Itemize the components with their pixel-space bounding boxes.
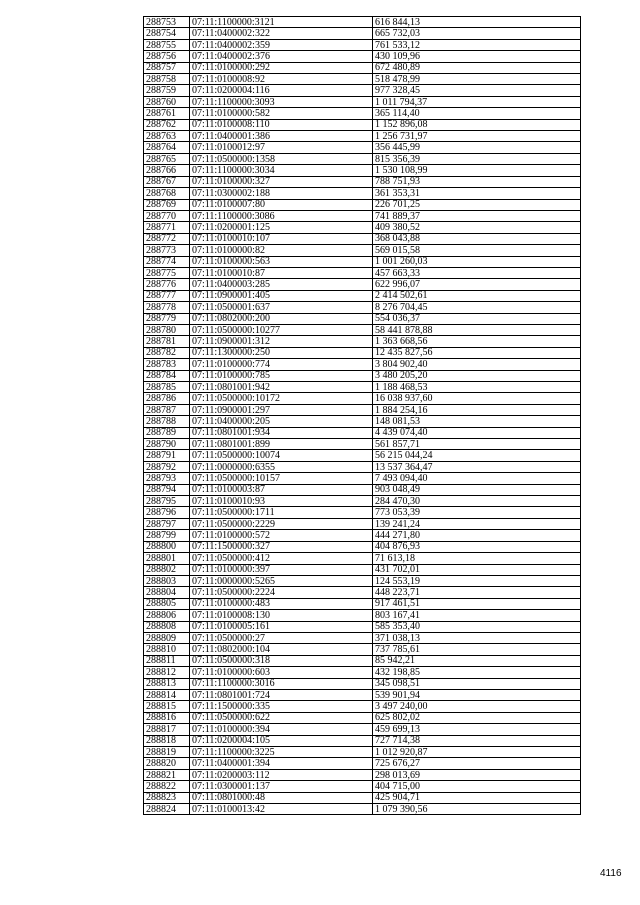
cadastral-number-cell: 07:11:1100000:3093 [190,96,373,107]
value-cell: 71 613,18 [373,553,581,564]
row-number-cell: 288787 [144,404,190,415]
cadastral-number-cell: 07:11:0100010:87 [190,267,373,278]
table-row [144,108,581,119]
row-number-cell: 288784 [144,370,190,381]
table-row [144,518,581,529]
value-cell: 12 435 827,56 [373,347,581,358]
cadastral-number-cell: 07:11:0500000:1711 [190,507,373,518]
row-number-cell: 288781 [144,336,190,347]
table-row [144,701,581,712]
cadastral-number-cell: 07:11:0500000:2224 [190,587,373,598]
table-row [144,689,581,700]
table-row [144,51,581,62]
row-number-cell: 288780 [144,324,190,335]
row-number-cell: 288789 [144,427,190,438]
value-cell: 4 439 074,40 [373,427,581,438]
value-cell: 3 804 902,40 [373,359,581,370]
cadastral-number-cell: 07:11:0100000:327 [190,176,373,187]
cadastral-number-cell: 07:11:0100003:87 [190,484,373,495]
value-cell: 85 942,21 [373,655,581,666]
value-cell: 139 241,24 [373,518,581,529]
row-number-cell: 288771 [144,222,190,233]
value-cell: 518 478,99 [373,74,581,85]
row-number-cell: 288782 [144,347,190,358]
value-cell: 404 876,93 [373,541,581,552]
row-number-cell: 288754 [144,28,190,39]
table-row [144,96,581,107]
cadastral-number-cell: 07:11:1100000:3034 [190,165,373,176]
row-number-cell: 288776 [144,279,190,290]
cadastral-number-cell: 07:11:0300002:188 [190,188,373,199]
table-row [144,359,581,370]
value-cell: 788 751,93 [373,176,581,187]
row-number-cell: 288822 [144,781,190,792]
cadastral-value-table [143,16,581,815]
value-cell: 1 884 254,16 [373,404,581,415]
table-row [144,382,581,393]
value-cell: 457 663,33 [373,267,581,278]
row-number-cell: 288764 [144,142,190,153]
cadastral-number-cell: 07:11:0500000:622 [190,712,373,723]
table-row [144,747,581,758]
value-cell: 16 038 937,60 [373,393,581,404]
row-number-cell: 288795 [144,496,190,507]
value-cell: 365 114,40 [373,108,581,119]
value-cell: 404 715,00 [373,781,581,792]
table-row [144,188,581,199]
value-cell: 665 732,03 [373,28,581,39]
value-cell: 585 353,40 [373,621,581,632]
value-cell: 58 441 878,88 [373,324,581,335]
value-cell: 3 480 205,20 [373,370,581,381]
table-row [144,564,581,575]
table-row [144,131,581,142]
cadastral-number-cell: 07:11:0801001:934 [190,427,373,438]
table-row [144,667,581,678]
table-row [144,313,581,324]
cadastral-number-cell: 07:11:0100010:107 [190,233,373,244]
cadastral-number-cell: 07:11:0100000:394 [190,724,373,735]
table-row [144,724,581,735]
row-number-cell: 288772 [144,233,190,244]
cadastral-number-cell: 07:11:1100000:3086 [190,210,373,221]
cadastral-number-cell: 07:11:0802000:104 [190,644,373,655]
cadastral-number-cell: 07:11:0801000:48 [190,792,373,803]
table-row [144,735,581,746]
cadastral-number-cell: 07:11:0000000:5265 [190,575,373,586]
row-number-cell: 288809 [144,632,190,643]
value-cell: 554 036,37 [373,313,581,324]
row-number-cell: 288796 [144,507,190,518]
cadastral-number-cell: 07:11:0100008:92 [190,74,373,85]
value-cell: 815 356,39 [373,153,581,164]
cadastral-number-cell: 07:11:0500000:318 [190,655,373,666]
value-cell: 761 533,12 [373,39,581,50]
value-cell: 13 537 364,47 [373,461,581,472]
value-cell: 284 470,30 [373,496,581,507]
table-row [144,347,581,358]
cadastral-number-cell: 07:11:0100000:292 [190,62,373,73]
value-cell: 345 098,51 [373,678,581,689]
value-cell: 361 353,31 [373,188,581,199]
table-row [144,199,581,210]
cadastral-number-cell: 07:11:0100000:483 [190,598,373,609]
cadastral-number-cell: 07:11:0100007:80 [190,199,373,210]
table-row [144,176,581,187]
value-cell: 448 223,71 [373,587,581,598]
table-row [144,85,581,96]
value-cell: 1 012 920,87 [373,747,581,758]
cadastral-number-cell: 07:11:0100005:161 [190,621,373,632]
cadastral-number-cell: 07:11:0500000:10277 [190,324,373,335]
value-cell: 56 215 044,24 [373,450,581,461]
row-number-cell: 288760 [144,96,190,107]
row-number-cell: 288788 [144,416,190,427]
value-cell: 431 702,01 [373,564,581,575]
row-number-cell: 288793 [144,473,190,484]
table-row [144,473,581,484]
cadastral-number-cell: 07:11:0802000:200 [190,313,373,324]
table-row [144,792,581,803]
row-number-cell: 288755 [144,39,190,50]
row-number-cell: 288773 [144,245,190,256]
value-cell: 371 038,13 [373,632,581,643]
cadastral-number-cell: 07:11:0100000:774 [190,359,373,370]
table-row [144,781,581,792]
cadastral-number-cell: 07:11:1500000:335 [190,701,373,712]
table-row [144,74,581,85]
table-row [144,119,581,130]
table-row [144,17,581,28]
table-body [144,17,581,815]
table-row [144,427,581,438]
table-row [144,233,581,244]
cadastral-number-cell: 07:11:0801001:724 [190,689,373,700]
value-cell: 3 497 240,00 [373,701,581,712]
table-row [144,655,581,666]
cadastral-number-cell: 07:11:0100000:563 [190,256,373,267]
row-number-cell: 288818 [144,735,190,746]
row-number-cell: 288802 [144,564,190,575]
row-number-cell: 288767 [144,176,190,187]
row-number-cell: 288799 [144,530,190,541]
cadastral-number-cell: 07:11:1300000:250 [190,347,373,358]
row-number-cell: 288790 [144,439,190,450]
table-row [144,621,581,632]
value-cell: 7 493 094,40 [373,473,581,484]
cadastral-number-cell: 07:11:0100012:97 [190,142,373,153]
cadastral-number-cell: 07:11:0801001:899 [190,439,373,450]
table-row [144,712,581,723]
table-row [144,370,581,381]
value-cell: 1 363 668,56 [373,336,581,347]
value-cell: 148 081,53 [373,416,581,427]
row-number-cell: 288777 [144,290,190,301]
row-number-cell: 288759 [144,85,190,96]
value-cell: 425 904,71 [373,792,581,803]
row-number-cell: 288819 [144,747,190,758]
row-number-cell: 288797 [144,518,190,529]
value-cell: 741 889,37 [373,210,581,221]
table-row [144,439,581,450]
value-cell: 8 276 704,45 [373,302,581,313]
table-row [144,484,581,495]
table-row [144,769,581,780]
row-number-cell: 288817 [144,724,190,735]
cadastral-number-cell: 07:11:0200004:105 [190,735,373,746]
cadastral-number-cell: 07:11:0400001:394 [190,758,373,769]
value-cell: 539 901,94 [373,689,581,700]
value-cell: 622 996,07 [373,279,581,290]
cadastral-number-cell: 07:11:0500000:10172 [190,393,373,404]
table-row [144,496,581,507]
table-row [144,210,581,221]
value-cell: 409 380,52 [373,222,581,233]
row-number-cell: 288823 [144,792,190,803]
row-number-cell: 288808 [144,621,190,632]
row-number-cell: 288756 [144,51,190,62]
cadastral-number-cell: 07:11:0500000:27 [190,632,373,643]
value-cell: 1 079 390,56 [373,804,581,815]
row-number-cell: 288803 [144,575,190,586]
row-number-cell: 288774 [144,256,190,267]
table-row [144,28,581,39]
row-number-cell: 288768 [144,188,190,199]
table-row [144,644,581,655]
value-cell: 356 445,99 [373,142,581,153]
table-row [144,541,581,552]
table-row [144,393,581,404]
table-row [144,324,581,335]
value-cell: 1 530 108,99 [373,165,581,176]
cadastral-number-cell: 07:11:0100000:603 [190,667,373,678]
row-number-cell: 288820 [144,758,190,769]
cadastral-number-cell: 07:11:0500000:1358 [190,153,373,164]
value-cell: 672 480,89 [373,62,581,73]
value-cell: 1 001 260,03 [373,256,581,267]
row-number-cell: 288786 [144,393,190,404]
table-row [144,632,581,643]
cadastral-number-cell: 07:11:0400003:285 [190,279,373,290]
cadastral-number-cell: 07:11:0100000:572 [190,530,373,541]
cadastral-number-cell: 07:11:0801001:942 [190,382,373,393]
table-row [144,587,581,598]
table-row [144,256,581,267]
cadastral-number-cell: 07:11:0400002:322 [190,28,373,39]
row-number-cell: 288811 [144,655,190,666]
cadastral-number-cell: 07:11:0900001:312 [190,336,373,347]
page-number: 4116 [600,868,622,879]
cadastral-number-cell: 07:11:1500000:327 [190,541,373,552]
cadastral-number-cell: 07:11:1100000:3121 [190,17,373,28]
table-row [144,404,581,415]
cadastral-number-cell: 07:11:1100000:3225 [190,747,373,758]
table-row [144,142,581,153]
table-row [144,575,581,586]
value-cell: 444 271,80 [373,530,581,541]
cadastral-number-cell: 07:11:0400002:376 [190,51,373,62]
value-cell: 625 802,02 [373,712,581,723]
value-cell: 903 048,49 [373,484,581,495]
value-cell: 616 844,13 [373,17,581,28]
value-cell: 569 015,58 [373,245,581,256]
row-number-cell: 288758 [144,74,190,85]
row-number-cell: 288824 [144,804,190,815]
value-cell: 368 043,88 [373,233,581,244]
table-row [144,279,581,290]
row-number-cell: 288801 [144,553,190,564]
cadastral-number-cell: 07:11:0000000:6355 [190,461,373,472]
table-row [144,416,581,427]
value-cell: 226 701,25 [373,199,581,210]
value-cell: 917 461,51 [373,598,581,609]
cadastral-number-cell: 07:11:0300001:137 [190,781,373,792]
table-row [144,678,581,689]
row-number-cell: 288812 [144,667,190,678]
cadastral-number-cell: 07:11:0100008:130 [190,610,373,621]
table-row [144,222,581,233]
row-number-cell: 288763 [144,131,190,142]
value-cell: 298 013,69 [373,769,581,780]
row-number-cell: 288761 [144,108,190,119]
cadastral-number-cell: 07:11:0500000:10074 [190,450,373,461]
value-cell: 459 699,13 [373,724,581,735]
value-cell: 1 188 468,53 [373,382,581,393]
cadastral-number-cell: 07:11:0100010:93 [190,496,373,507]
cadastral-number-cell: 07:11:0100000:397 [190,564,373,575]
table-row [144,290,581,301]
row-number-cell: 288804 [144,587,190,598]
table-row [144,598,581,609]
table-row [144,302,581,313]
row-number-cell: 288813 [144,678,190,689]
row-number-cell: 288806 [144,610,190,621]
table-row [144,530,581,541]
row-number-cell: 288785 [144,382,190,393]
table-row [144,553,581,564]
value-cell: 2 414 502,61 [373,290,581,301]
table-row [144,153,581,164]
table-row [144,165,581,176]
row-number-cell: 288765 [144,153,190,164]
cadastral-number-cell: 07:11:0400001:386 [190,131,373,142]
cadastral-number-cell: 07:11:0100000:785 [190,370,373,381]
value-cell: 1 256 731,97 [373,131,581,142]
cadastral-number-cell: 07:11:0900001:297 [190,404,373,415]
row-number-cell: 288757 [144,62,190,73]
row-number-cell: 288821 [144,769,190,780]
row-number-cell: 288783 [144,359,190,370]
cadastral-number-cell: 07:11:0100000:82 [190,245,373,256]
value-cell: 561 857,71 [373,439,581,450]
cadastral-number-cell: 07:11:0200001:125 [190,222,373,233]
row-number-cell: 288810 [144,644,190,655]
row-number-cell: 288775 [144,267,190,278]
value-cell: 430 109,96 [373,51,581,62]
table-row [144,450,581,461]
value-cell: 1 011 794,37 [373,96,581,107]
cadastral-number-cell: 07:11:0500000:412 [190,553,373,564]
value-cell: 727 714,38 [373,735,581,746]
cadastral-number-cell: 07:11:0100008:110 [190,119,373,130]
table-row [144,758,581,769]
value-cell: 977 328,45 [373,85,581,96]
value-cell: 737 785,61 [373,644,581,655]
row-number-cell: 288814 [144,689,190,700]
cadastral-number-cell: 07:11:0200003:112 [190,769,373,780]
row-number-cell: 288816 [144,712,190,723]
table-row [144,267,581,278]
table-row [144,610,581,621]
value-cell: 803 167,41 [373,610,581,621]
row-number-cell: 288762 [144,119,190,130]
cadastral-number-cell: 07:11:0900001:405 [190,290,373,301]
cadastral-number-cell: 07:11:0100000:582 [190,108,373,119]
row-number-cell: 288770 [144,210,190,221]
row-number-cell: 288766 [144,165,190,176]
value-cell: 432 198,85 [373,667,581,678]
cadastral-number-cell: 07:11:0400002:359 [190,39,373,50]
table-row [144,62,581,73]
cadastral-number-cell: 07:11:1100000:3016 [190,678,373,689]
value-cell: 124 553,19 [373,575,581,586]
row-number-cell: 288794 [144,484,190,495]
row-number-cell: 288800 [144,541,190,552]
row-number-cell: 288791 [144,450,190,461]
table-row [144,39,581,50]
table-row [144,461,581,472]
cadastral-number-cell: 07:11:0100013:42 [190,804,373,815]
table-row [144,804,581,815]
value-cell: 1 152 896,08 [373,119,581,130]
value-cell: 773 053,39 [373,507,581,518]
table-row [144,245,581,256]
row-number-cell: 288805 [144,598,190,609]
row-number-cell: 288815 [144,701,190,712]
cadastral-number-cell: 07:11:0500001:637 [190,302,373,313]
row-number-cell: 288779 [144,313,190,324]
cadastral-number-cell: 07:11:0500000:2229 [190,518,373,529]
row-number-cell: 288753 [144,17,190,28]
table-row [144,507,581,518]
cadastral-number-cell: 07:11:0500000:10157 [190,473,373,484]
row-number-cell: 288792 [144,461,190,472]
cadastral-number-cell: 07:11:0200004:116 [190,85,373,96]
cadastral-number-cell: 07:11:0400000:205 [190,416,373,427]
row-number-cell: 288778 [144,302,190,313]
value-cell: 725 676,27 [373,758,581,769]
row-number-cell: 288769 [144,199,190,210]
table-row [144,336,581,347]
